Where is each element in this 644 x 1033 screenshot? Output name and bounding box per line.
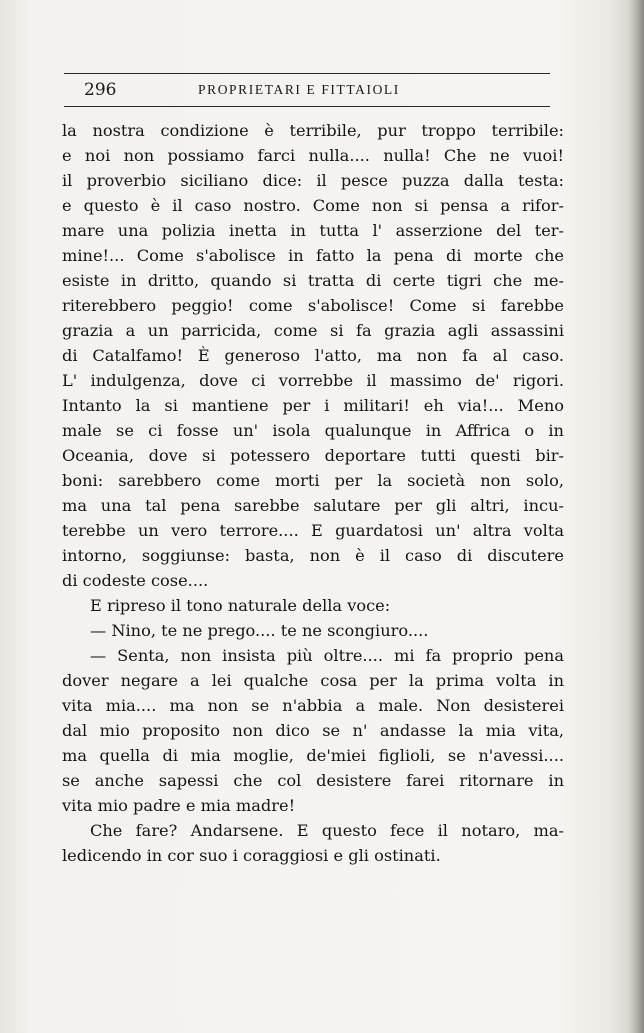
text-line: il proverbio siciliano dice: il pesce puzza dalla testa:: [62, 171, 564, 190]
text-line: la nostra condizione è terribile, pur troppo terribile:: [62, 121, 564, 140]
text-line: se anche sapessi che col desistere farei ritornare in: [62, 771, 564, 790]
text-line: mine!... Come s'abolisce in fatto la pena di morte che: [62, 246, 564, 265]
text-line: esiste in dritto, quando si tratta di certe tigri che me-: [62, 271, 564, 290]
text-line: dal mio proposito non dico se n' andasse la mia vita,: [62, 721, 564, 740]
text-line: ma quella di mia moglie, de'miei figlioli, se n'avessi....: [62, 746, 564, 765]
text-line: riterebbero peggio! come s'abolisce! Come si farebbe: [62, 296, 564, 315]
text-line: vita mio padre e mia madre!: [62, 796, 296, 815]
text-line: — Nino, te ne prego.... te ne scongiuro....: [90, 621, 429, 640]
text-line: — Senta, non insista più oltre.... mi fa proprio pena: [90, 646, 564, 665]
text-line: Che fare? Andarsene. E questo fece il notaro, ma-: [90, 821, 564, 840]
text-line: L' indulgenza, dove ci vorrebbe il massimo de' rigori.: [62, 371, 564, 390]
page-edge-shadow: [628, 0, 644, 1033]
text-line: male se ci fosse un' isola qualunque in Affrica o in: [62, 421, 564, 440]
page-number: 296: [84, 80, 117, 100]
text-line: mare una polizia inetta in tutta l' asserzione del ter-: [62, 221, 564, 240]
text-line: boni: sarebbero come morti per la società non solo,: [62, 471, 564, 490]
text-line: dover negare a lei qualche cosa per la prima volta in: [62, 671, 564, 690]
text-line: Oceania, dove si potessero deportare tutti questi bir-: [62, 446, 564, 465]
text-line: ledicendo in cor suo i coraggiosi e gli ostinati.: [62, 846, 441, 865]
text-line: E ripreso il tono naturale della voce:: [90, 596, 391, 615]
text-line: di codeste cose....: [62, 571, 209, 590]
running-title: PROPRIETARI E FITTAIOLI: [198, 82, 400, 97]
text-line: e noi non possiamo farci nulla.... nulla! Che ne vuoi!: [62, 146, 564, 165]
text-line: di Catalfamo! È generoso l'atto, ma non fa al caso.: [62, 346, 564, 365]
body-text: [62, 118, 564, 868]
text-line: e questo è il caso nostro. Come non si pensa a rifor-: [62, 196, 564, 215]
text-line: vita mia.... ma non se n'abbia a male. Non desisterei: [62, 696, 564, 715]
text-line: Intanto la si mantiene per i militari! eh via!... Meno: [62, 396, 564, 415]
text-line: grazia a un parricida, come si fa grazia agli assassini: [62, 321, 564, 340]
header-rule-top: [64, 73, 550, 74]
text-line: intorno, soggiunse: basta, non è il caso di discutere: [62, 546, 564, 565]
text-line: ma una tal pena sarebbe salutare per gli altri, incu-: [62, 496, 564, 515]
text-line: terebbe un vero terrore.... E guardatosi un' altra volta: [62, 521, 564, 540]
header-rule-bottom: [64, 106, 550, 107]
